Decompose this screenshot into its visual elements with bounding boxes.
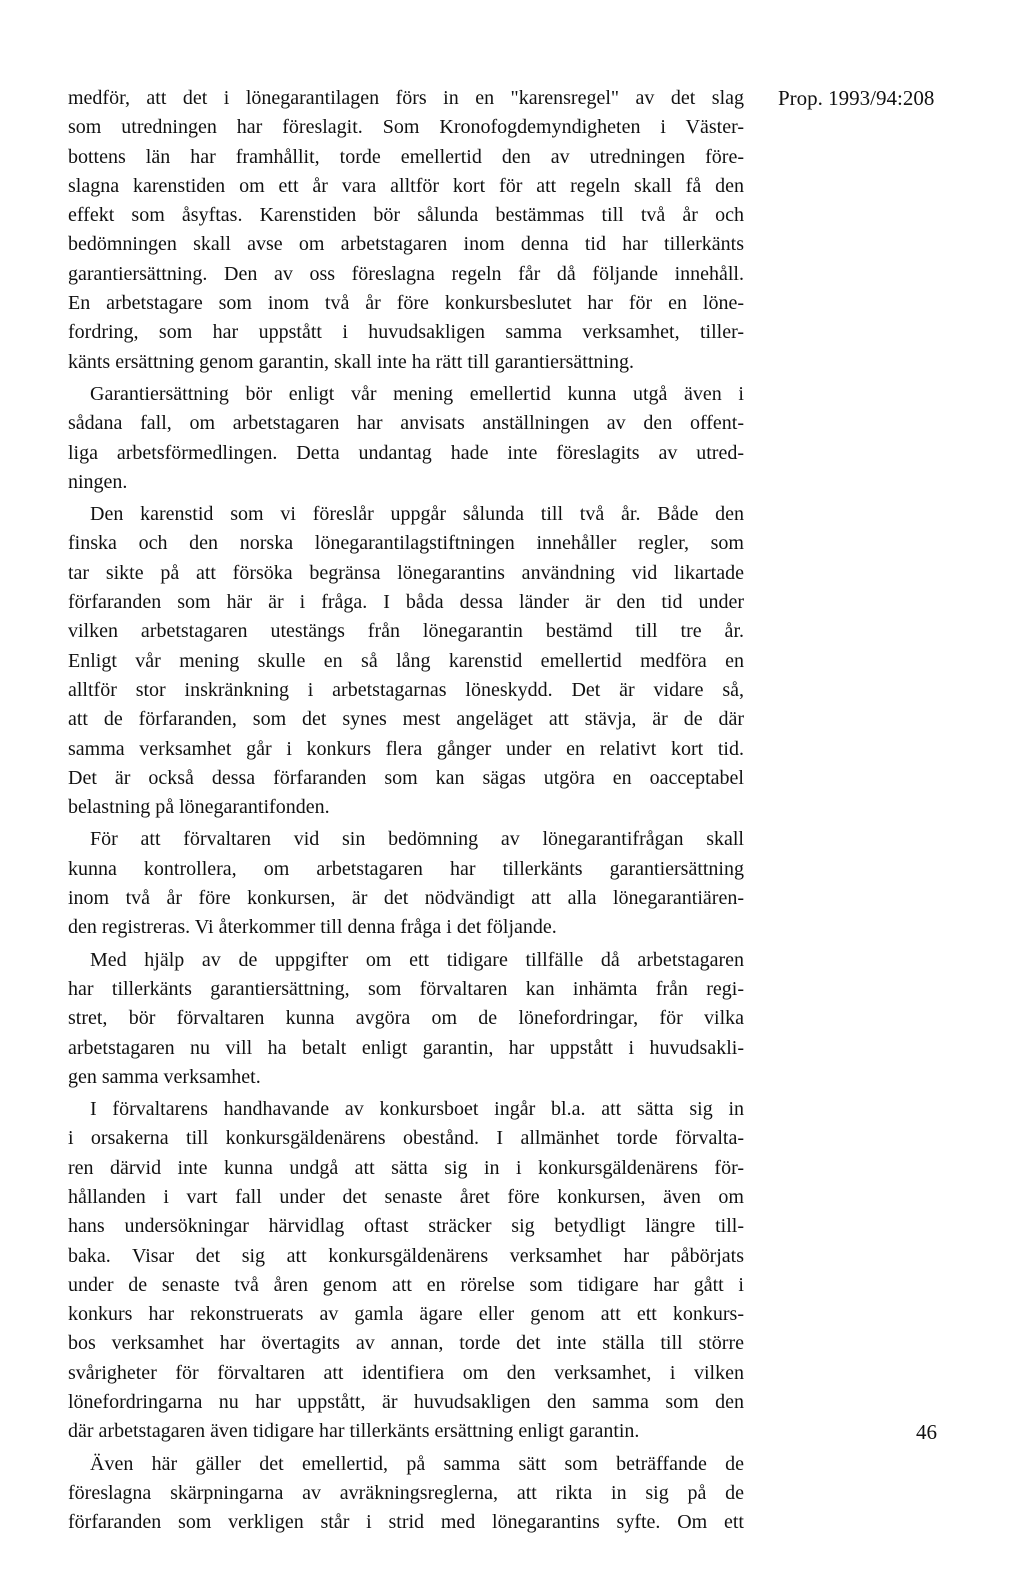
text-line: gen samma verksamhet. [68,1065,261,1088]
text-line: fordring, som har uppstått i huvudsakligen samma verksamhet, tiller- [68,321,744,344]
text-line: som utredningen har föreslagit. Som Kronofogdemyndigheten i Väster- [68,116,744,139]
paragraph [68,1095,744,1447]
text-line: har tillerkänts garantiersättning, som förvaltaren kan inhämta från regi- [68,977,744,1000]
text-line: liga arbetsförmedlingen. Detta undantag hade inte föreslagits av utred- [68,441,744,464]
text-line: Även här gäller det emellertid, på samma sätt som beträffande de [90,1452,744,1475]
text-line: den registreras. Vi återkommer till denna fråga i det följande. [68,916,557,939]
text-line: Det är också dessa förfaranden som kan sägas utgöra en oacceptabel [68,766,744,789]
paragraph [68,84,744,377]
text-line: hållanden i vart fall under det senaste året före konkursen, även om [68,1185,744,1208]
text-line: vilken arbetstagaren utestängs från lönegarantin bestämd till tre år. [68,620,744,643]
text-line: inom två år före konkursen, är det nödvändigt att alla lönegarantiären- [68,887,744,910]
text-line: Med hjälp av de uppgifter om ett tidigare tillfälle då arbetstagaren [90,948,744,971]
text-line: stret, bör förvaltaren kunna avgöra om de lönefordringar, för vilka [68,1007,744,1030]
text-line: känts ersättning genom garantin, skall inte ha rätt till garantiersättning. [68,350,634,373]
text-line: För att förvaltaren vid sin bedömning av lönegarantifrågan skall [90,828,744,851]
text-line: Den karenstid som vi föreslår uppgår sålunda till två år. Både den [90,503,744,526]
paragraph [68,380,744,497]
text-line: bottens län har framhållit, torde emellertid den av utredningen före- [68,145,744,168]
text-line: bedömningen skall avse om arbetstagaren inom denna tid har tillerkänts [68,233,744,256]
text-line: ningen. [68,470,128,493]
text-line: Enligt vår mening skulle en så lång karenstid emellertid medföra en [68,649,744,672]
body-text [68,84,744,1538]
text-line: medför, att det i lönegarantilagen förs in en "karensregel" av det slag [68,87,744,109]
text-line: samma verksamhet går i konkurs flera gånger under en relativt kort tid. [68,737,744,760]
paragraph [68,1450,744,1538]
paragraph [68,946,744,1092]
text-line: kunna kontrollera, om arbetstagaren har tillerkänts garantiersättning [68,857,744,880]
page-number: 46 [916,1420,937,1444]
text-line: finska och den norska lönegarantilagstiftningen innehåller regler, som [68,532,744,555]
text-line: lönefordringarna nu har uppstått, är huvudsakligen den samma som den [68,1391,744,1414]
text-line: arbetstagaren nu vill ha betalt enligt garantin, har uppstått i huvudsakli- [68,1036,744,1059]
text-line: ren därvid inte kunna undgå att sätta sig in i konkursgäldenärens för- [68,1156,744,1179]
text-line: konkurs har rekonstruerats av gamla ägare eller genom att ett konkurs- [68,1303,744,1326]
text-line: svårigheter för förvaltaren att identifiera om den verksamhet, i vilken [68,1361,744,1384]
text-line: under de senaste två åren genom att en rörelse som tidigare har gått i [68,1273,744,1296]
text-line: tar sikte på att försöka begränsa lönegarantins användning vid likartade [68,561,744,584]
text-line: där arbetstagaren även tidigare har tillerkänts ersättning enligt garantin. [68,1420,640,1443]
text-line: att de förfaranden, som det synes mest angeläget att stävja, är de där [68,708,744,731]
text-line: förfaranden som verkligen står i strid med lönegarantins syfte. Om ett [68,1511,744,1534]
text-line: I förvaltarens handhavande av konkursboet ingår bl.a. att sätta sig in [90,1098,744,1121]
proposition-reference: Prop. 1993/94:208 [778,86,935,110]
paragraph [68,500,744,822]
text-line: alltför stor inskränkning i arbetstagarnas löneskydd. Det är vidare så, [68,678,744,701]
text-line: hans undersökningar härvidlag oftast sträcker sig betydligt längre till- [68,1215,744,1238]
text-line: slagna karenstiden om ett år vara alltför kort för att regeln skall få den [68,174,744,197]
text-line: i orsakerna till konkursgäldenärens obestånd. I allmänhet torde förvalta- [68,1127,744,1150]
text-line: sådana fall, om arbetstagaren har anvisats anställningen av den offent- [68,412,744,435]
text-line: föreslagna skärpningarna av avräkningsreglerna, att rikta in sig på de [68,1481,744,1504]
text-line: garantiersättning. Den av oss föreslagna regeln får då följande innehåll. [68,262,744,285]
text-line: Garantiersättning bör enligt vår mening emellertid kunna utgå även i [90,382,744,405]
text-line: En arbetstagare som inom två år före konkursbeslutet har för en löne- [68,292,744,315]
text-line: bos verksamhet har övertagits av annan, torde det inte ställa till större [68,1332,744,1355]
text-line: belastning på lönegarantifonden. [68,796,330,819]
text-line: effekt som åsyftas. Karenstiden bör sålunda bestämmas till två år och [68,204,744,227]
text-line: baka. Visar det sig att konkursgäldenärens verksamhet har påbörjats [68,1244,744,1267]
text-line: förfaranden som här är i fråga. I båda dessa länder är den tid under [68,591,744,614]
paragraph [68,825,744,942]
